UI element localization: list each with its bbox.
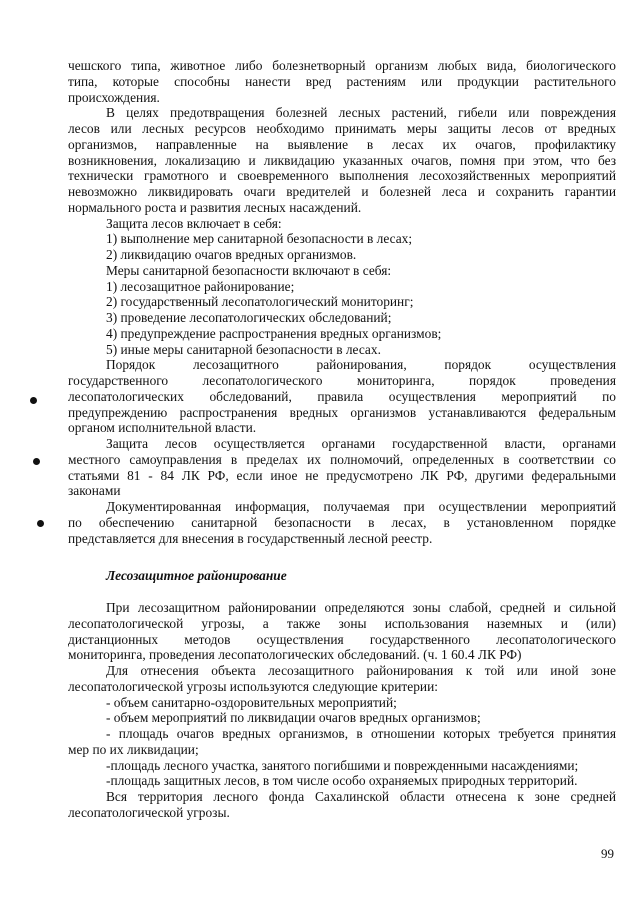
text-line: лесопатологической угрозы. [68,804,230,820]
list-item: - объем мероприятий по ликвидации очагов вредных организмов; [106,710,481,726]
text-line: органом исполнительной власти. [68,420,257,436]
text-line: законами [68,483,121,499]
margin-bullet-mark [33,458,40,465]
text-line: по обеспечению санитарной безопасности в лесах, в установленном порядке [68,514,616,530]
text-line: представляется для внесения в государственный лесной реестр. [68,530,433,546]
margin-bullet-mark [30,397,37,404]
text-line: государственного лесопатологического мониторинга, порядок проведения [68,373,616,388]
text-line: организмов, направленные на выявление в лесах их очагов, профилактику [68,136,616,152]
text-line: происхождения. [68,89,160,105]
text-line: дистанционных методов осуществления государственного лесопатологического [68,631,616,647]
list-item: 2) ликвидацию очагов вредных организмов. [106,247,357,262]
text-line: невозможно ликвидировать очаги вредителей и болезней леса и сохранить гарантии [68,184,616,199]
text-line: нормального роста и развития лесных насаждений. [68,199,362,215]
text-line: Для отнесения объекта лесозащитного районирования к той или иной зоне [106,663,616,678]
body-text [68,58,616,821]
list-item: -площадь защитных лесов, в том числе особо охраняемых природных территорий. [106,773,578,789]
text-line: статьями 81 - 84 ЛК РФ, если иное не предусмотрено ЛК РФ, другими федеральными [68,467,616,483]
text-line: Меры санитарной безопасности включают в себя: [106,262,392,278]
list-item: 4) предупреждение распространения вредных организмов; [106,325,442,341]
list-item: 5) иные меры санитарной безопасности в лесах. [106,341,381,357]
text-line: Защита лесов включает в себя: [106,215,282,231]
list-item: 3) проведение лесопатологических обследований; [106,310,392,325]
text-line: В целях предотвращения болезней лесных растений, гибели или повреждения [106,105,616,121]
text-line: лесопатологических обследований, правила осуществления мероприятий по [68,388,616,404]
text-line: возникновения, локализацию и ликвидацию указанных очагов, помня при этом, что без [68,152,616,168]
list-item: - объем санитарно-оздоровительных мероприятий; [106,694,397,710]
text-line: Документированная информация, получаемая при осуществлении мероприятий [106,499,616,514]
text-line: лесопатологической угрозы, а также зоны использования наземных и (или) [68,615,616,631]
text-line: При лесозащитном районировании определяются зоны слабой, средней и сильной [106,600,616,615]
list-item: 1) лесозащитное районирование; [106,278,295,294]
text-line: Защита лесов осуществляется органами государственной власти, органами [106,436,616,451]
text-line: мер по их ликвидации; [68,741,199,757]
text-line: местного самоуправления в пределах их полномочий, определенных в соответствии со [68,451,616,467]
text-line: чешского типа, животное либо болезнетворный организм любых вида, биологического [68,58,616,73]
text-line: типа, которые способны нанести вред растениям или продукции растительного [68,73,616,89]
section-heading: Лесозащитное районирование [106,568,287,584]
text-line: технически грамотного и своевременного выполнения лесохозяйственных мероприятий [68,168,616,184]
text-line: предупреждению распространения вредных организмов устанавливаются федеральным [68,404,616,420]
text-line: Вся территория лесного фонда Сахалинской области отнесена к зоне средней [106,789,616,804]
list-item: 1) выполнение мер санитарной безопасности в лесах; [106,231,413,247]
text-line: Порядок лесозащитного районирования, порядок осуществления [106,357,616,373]
list-item: - площадь очагов вредных организмов, в отношении которых требуется принятия [106,726,616,741]
text-line: мониторинга, проведения лесопатологических обследований. (ч. 1 60.4 ЛК РФ) [68,647,522,663]
margin-bullet-mark [37,520,44,527]
list-item: 2) государственный лесопатологический мониторинг; [106,294,414,310]
text-line: лесопатологической угрозы используются следующие критерии: [68,678,438,694]
page-number: 99 [601,846,614,861]
list-item: -площадь лесного участка, занятого погибшими и поврежденными насаждениями; [106,757,579,773]
text-line: лесов или лесных ресурсов необходимо принимать меры защиты лесов от вредных [68,121,616,136]
